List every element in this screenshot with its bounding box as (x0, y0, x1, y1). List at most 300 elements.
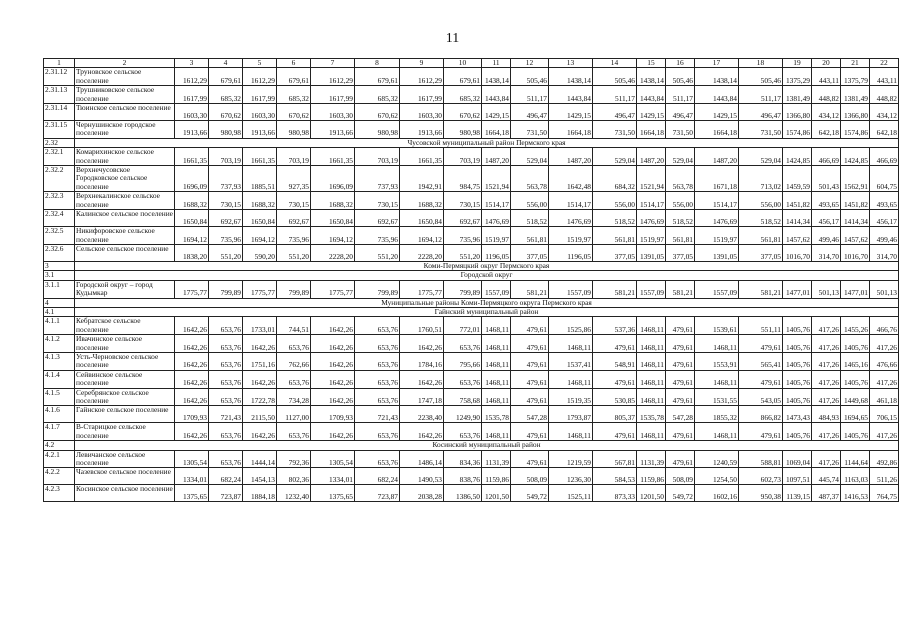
tariff-value: 1514,17 (549, 192, 593, 210)
tariff-value: 980,98 (209, 121, 243, 139)
tariff-value: 479,61 (511, 317, 549, 335)
column-number: 16 (666, 59, 695, 68)
tariff-value: 479,61 (666, 423, 695, 441)
tariff-value: 1913,66 (243, 121, 277, 139)
tariff-value: 1793,87 (549, 406, 593, 423)
tariff-value: 1553,91 (695, 352, 739, 370)
tariff-value: 1603,30 (400, 104, 444, 121)
tariff-value: 685,32 (444, 86, 482, 104)
tariff-value: 1519,97 (549, 227, 593, 245)
tariff-value: 735,96 (277, 227, 311, 245)
tariff-value: 1405,76 (783, 335, 812, 353)
tariff-value: 1603,30 (175, 104, 209, 121)
tariff-value: 511,17 (739, 86, 783, 104)
settlement-name: Сельское сельское поселение (75, 244, 175, 261)
tariff-value: 653,76 (209, 352, 243, 370)
tariff-value: 479,61 (666, 388, 695, 406)
tariff-value: 1477,01 (841, 280, 870, 298)
tariff-value: 1514,17 (637, 192, 666, 210)
tariff-value: 679,61 (277, 68, 311, 86)
tariff-value: 1751,16 (243, 352, 277, 370)
tariff-value: 1163,03 (841, 468, 870, 485)
tariff-value: 1694,12 (243, 227, 277, 245)
section-row (44, 307, 899, 316)
tariff-value: 1574,86 (783, 121, 812, 139)
tariff-value: 1486,14 (400, 450, 444, 468)
settlement-name: Гайнское сельское поселение (75, 406, 175, 423)
tariff-value: 1416,53 (841, 485, 870, 502)
row-code: 4.1.1 (44, 317, 75, 335)
tariff-value: 1391,05 (637, 244, 666, 261)
tariff-value: 496,47 (739, 104, 783, 121)
tariff-value: 1468,11 (637, 335, 666, 353)
tariff-value: 556,00 (511, 192, 549, 210)
row-code: 4.2.3 (44, 485, 75, 502)
tariff-value: 1375,65 (311, 485, 355, 502)
tariff-value: 1642,26 (175, 388, 209, 406)
tariff-value: 1424,85 (783, 148, 812, 166)
tariff-value: 1196,05 (482, 244, 511, 261)
settlement-name: Труновское сельское поселение (75, 68, 175, 86)
tariff-value: 492,86 (870, 450, 899, 468)
tariff-value: 735,96 (209, 227, 243, 245)
tariff-value: 479,61 (739, 335, 783, 353)
tariff-value: 556,00 (593, 192, 637, 210)
tariff-value: 1642,26 (175, 370, 209, 388)
column-number: 10 (444, 59, 482, 68)
tariff-value: 493,65 (870, 192, 899, 210)
tariff-value: 1747,18 (400, 388, 444, 406)
tariff-value: 1381,49 (841, 86, 870, 104)
tariff-value: 1913,66 (400, 121, 444, 139)
table-row (44, 244, 899, 261)
tariff-value: 1664,18 (637, 121, 666, 139)
tariff-value: 1642,26 (311, 388, 355, 406)
tariff-value: 602,73 (739, 468, 783, 485)
tariff-value: 417,26 (812, 317, 841, 335)
tariff-value: 529,04 (593, 148, 637, 166)
tariff-value: 2228,20 (400, 244, 444, 261)
tariff-value: 653,76 (209, 335, 243, 353)
tariff-value: 731,50 (739, 121, 783, 139)
tariff-value: 1642,26 (400, 370, 444, 388)
tariff-value: 679,61 (355, 68, 400, 86)
tariff-value: 511,17 (666, 86, 695, 104)
tariff-value: 2038,28 (400, 485, 444, 502)
tariff-value: 653,76 (209, 423, 243, 441)
tariff-value: 1473,43 (783, 406, 812, 423)
tariff-value: 799,89 (209, 280, 243, 298)
tariff-value: 1661,35 (400, 148, 444, 166)
tariff-value: 479,61 (511, 335, 549, 353)
tariff-value: 479,61 (666, 352, 695, 370)
tariff-value: 731,50 (593, 121, 637, 139)
tariff-value: 505,46 (511, 68, 549, 86)
tariff-value: 1617,99 (311, 86, 355, 104)
tariff-value: 1664,18 (482, 121, 511, 139)
tariff-value: 1514,17 (695, 192, 739, 210)
tariff-value: 1525,11 (549, 485, 593, 502)
tariff-value: 927,35 (277, 166, 311, 192)
tariff-value: 1476,69 (695, 210, 739, 227)
tariff-value: 466,76 (870, 317, 899, 335)
tariff-value: 1424,85 (841, 148, 870, 166)
tariff-value: 499,46 (812, 227, 841, 245)
tariff-value: 1487,20 (637, 148, 666, 166)
settlement-name: Верхнекалинское сельское поселение (75, 192, 175, 210)
settlement-name: В-Старицкое сельское поселение (75, 423, 175, 441)
tariff-value: 685,32 (209, 86, 243, 104)
tariff-value: 653,76 (355, 370, 400, 388)
tariff-value: 1443,84 (482, 86, 511, 104)
tariff-value: 1519,97 (637, 227, 666, 245)
tariff-value: 723,87 (209, 485, 243, 502)
row-code: 3.1.1 (44, 280, 75, 298)
column-number: 14 (593, 59, 637, 68)
tariff-value: 1612,29 (243, 68, 277, 86)
tariff-value: 417,26 (870, 335, 899, 353)
tariff-value: 1405,76 (783, 317, 812, 335)
table-row (44, 192, 899, 210)
table-body (44, 59, 899, 502)
tariff-value: 802,36 (277, 468, 311, 485)
tariff-value: 1468,11 (637, 352, 666, 370)
tariff-value: 792,36 (277, 450, 311, 468)
tariff-value: 670,62 (277, 104, 311, 121)
tariff-value: 1642,26 (175, 352, 209, 370)
tariff-value: 1661,35 (175, 148, 209, 166)
column-number: 3 (175, 59, 209, 68)
tariff-value: 1519,97 (482, 227, 511, 245)
tariff-value: 314,70 (812, 244, 841, 261)
tariff-value: 1196,05 (549, 244, 593, 261)
tariff-value: 1468,11 (482, 317, 511, 335)
tariff-value: 563,78 (666, 166, 695, 192)
tariff-value: 692,67 (277, 210, 311, 227)
tariff-value: 1468,11 (482, 335, 511, 353)
tariff-value: 377,05 (511, 244, 549, 261)
tariff-value: 590,20 (243, 244, 277, 261)
tariff-value: 1405,76 (783, 423, 812, 441)
tariff-value: 1722,78 (243, 388, 277, 406)
tariff-value: 1334,01 (175, 468, 209, 485)
tariff-value: 1468,11 (695, 335, 739, 353)
tariff-value: 682,24 (355, 468, 400, 485)
tariff-value: 1016,70 (841, 244, 870, 261)
tariff-value: 1159,86 (482, 468, 511, 485)
tariff-value: 653,76 (444, 335, 482, 353)
tariff-value: 1069,04 (783, 450, 812, 468)
row-code: 4.1.3 (44, 352, 75, 370)
tariff-value: 1468,11 (482, 388, 511, 406)
tariff-value: 1236,30 (549, 468, 593, 485)
tariff-value: 561,81 (666, 227, 695, 245)
section-row (44, 138, 899, 147)
tariff-value: 377,05 (593, 244, 637, 261)
tariff-value: 692,67 (209, 210, 243, 227)
tariff-value: 511,26 (870, 468, 899, 485)
tariff-value: 1602,16 (695, 485, 739, 502)
tariff-value: 466,69 (870, 148, 899, 166)
tariff-value: 1438,14 (695, 68, 739, 86)
row-code: 4.2.2 (44, 468, 75, 485)
tariff-value: 1097,51 (783, 468, 812, 485)
tariff-value: 417,26 (812, 423, 841, 441)
tariff-value: 834,36 (444, 450, 482, 468)
row-code: 4.1.6 (44, 406, 75, 423)
tariff-value: 2115,50 (243, 406, 277, 423)
tariff-value: 1468,11 (695, 423, 739, 441)
tariff-value: 1519,35 (549, 388, 593, 406)
tariff-value: 795,66 (444, 352, 482, 370)
tariff-value: 479,61 (666, 370, 695, 388)
tariff-value: 1375,79 (841, 68, 870, 86)
tariff-value: 731,50 (511, 121, 549, 139)
tariff-value: 2228,20 (311, 244, 355, 261)
tariff-value: 799,89 (277, 280, 311, 298)
column-number: 12 (511, 59, 549, 68)
tariff-value: 653,76 (444, 423, 482, 441)
section-code: 3.1 (44, 271, 75, 280)
settlement-name: Комарихинское сельское поселение (75, 148, 175, 166)
tariff-value: 703,19 (277, 148, 311, 166)
tariff-value: 730,15 (277, 192, 311, 210)
tariff-value: 734,28 (277, 388, 311, 406)
tariff-value: 1942,91 (400, 166, 444, 192)
tariff-value: 1405,76 (841, 335, 870, 353)
tariff-value: 1375,29 (783, 68, 812, 86)
tariff-value: 1254,50 (695, 468, 739, 485)
row-code: 2.31.15 (44, 121, 75, 139)
tariff-value: 479,61 (511, 450, 549, 468)
tariff-value: 1514,17 (482, 192, 511, 210)
section-row (44, 441, 899, 450)
tariff-value: 1201,50 (637, 485, 666, 502)
section-title: Муниципальные районы Коми-Пермяцкого округа Пермского края (75, 298, 899, 307)
tariff-value: 1775,77 (243, 280, 277, 298)
tariff-value: 1642,26 (175, 317, 209, 335)
tariff-value: 466,69 (812, 148, 841, 166)
tariff-table (43, 58, 899, 502)
tariff-value: 1405,76 (841, 370, 870, 388)
tariff-value: 1131,39 (482, 450, 511, 468)
tariff-value: 1694,12 (400, 227, 444, 245)
tariff-value: 588,81 (739, 450, 783, 468)
tariff-value: 1468,11 (482, 423, 511, 441)
column-number: 15 (637, 59, 666, 68)
tariff-value: 493,65 (812, 192, 841, 210)
tariff-value: 653,76 (355, 335, 400, 353)
tariff-value: 1884,18 (243, 485, 277, 502)
tariff-value: 1449,68 (841, 388, 870, 406)
tariff-value: 1240,59 (695, 450, 739, 468)
tariff-value: 1455,26 (841, 317, 870, 335)
row-code: 2.32.3 (44, 192, 75, 210)
section-row (44, 271, 899, 280)
tariff-value: 735,96 (355, 227, 400, 245)
tariff-value: 1760,51 (400, 317, 444, 335)
tariff-value: 1465,16 (841, 352, 870, 370)
tariff-value: 653,76 (209, 317, 243, 335)
column-number: 17 (695, 59, 739, 68)
row-code: 4.1.4 (44, 370, 75, 388)
tariff-value: 581,21 (593, 280, 637, 298)
tariff-value: 487,37 (812, 485, 841, 502)
tariff-value: 505,46 (666, 68, 695, 86)
tariff-value: 496,47 (666, 104, 695, 121)
row-code: 2.32.5 (44, 227, 75, 245)
tariff-value: 950,38 (739, 485, 783, 502)
settlement-name: Усть-Черновское сельское поселение (75, 352, 175, 370)
tariff-value: 549,72 (666, 485, 695, 502)
tariff-value: 1557,09 (695, 280, 739, 298)
tariff-value: 581,21 (666, 280, 695, 298)
tariff-value: 443,11 (812, 68, 841, 86)
tariff-value: 499,46 (870, 227, 899, 245)
tariff-value: 703,19 (355, 148, 400, 166)
tariff-value: 1405,76 (841, 423, 870, 441)
column-number: 20 (812, 59, 841, 68)
row-code: 2.31.13 (44, 86, 75, 104)
tariff-value: 703,19 (444, 148, 482, 166)
tariff-value: 448,82 (870, 86, 899, 104)
section-title: Чусовской муниципальный район Пермского края (75, 138, 899, 147)
tariff-value: 653,76 (209, 450, 243, 468)
tariff-value: 417,26 (812, 450, 841, 468)
tariff-value: 434,12 (870, 104, 899, 121)
tariff-value: 653,76 (355, 388, 400, 406)
settlement-name: Ивачинское сельское поселение (75, 335, 175, 353)
row-code: 2.32.6 (44, 244, 75, 261)
tariff-value: 511,17 (593, 86, 637, 104)
row-code: 2.31.12 (44, 68, 75, 86)
tariff-value: 1617,99 (243, 86, 277, 104)
tariff-value: 1159,86 (637, 468, 666, 485)
tariff-value: 1366,80 (783, 104, 812, 121)
column-number: 6 (277, 59, 311, 68)
section-row (44, 298, 899, 307)
table-row (44, 370, 899, 388)
tariff-value: 1562,91 (841, 166, 870, 192)
tariff-value: 479,61 (511, 388, 549, 406)
tariff-value: 1617,99 (175, 86, 209, 104)
tariff-value: 556,00 (666, 192, 695, 210)
tariff-value: 679,61 (444, 68, 482, 86)
tariff-value: 758,68 (444, 388, 482, 406)
tariff-value: 653,76 (355, 423, 400, 441)
tariff-value: 799,89 (444, 280, 482, 298)
tariff-value: 1391,05 (695, 244, 739, 261)
tariff-value: 1468,11 (549, 423, 593, 441)
tariff-value: 1642,26 (400, 335, 444, 353)
tariff-value: 479,61 (666, 317, 695, 335)
tariff-value: 1459,59 (783, 166, 812, 192)
tariff-value: 1405,76 (783, 352, 812, 370)
tariff-value: 581,21 (511, 280, 549, 298)
tariff-value: 529,04 (666, 148, 695, 166)
tariff-value: 1671,18 (695, 166, 739, 192)
tariff-value: 314,70 (870, 244, 899, 261)
settlement-name: Верхнечусовское Городковское сельское поселение (75, 166, 175, 192)
tariff-value: 653,76 (209, 388, 243, 406)
tariff-value: 501,13 (812, 280, 841, 298)
tariff-value: 1405,76 (783, 370, 812, 388)
table-row (44, 335, 899, 353)
tariff-value: 551,20 (355, 244, 400, 261)
tariff-value: 1535,78 (637, 406, 666, 423)
section-title: Коми-Пермяцкий округ Пермского края (75, 261, 899, 270)
tariff-value: 1249,90 (444, 406, 482, 423)
tariff-value: 1468,11 (482, 352, 511, 370)
tariff-value: 1476,69 (549, 210, 593, 227)
tariff-value: 764,75 (870, 485, 899, 502)
tariff-value: 456,17 (812, 210, 841, 227)
tariff-value: 1775,77 (311, 280, 355, 298)
tariff-value: 501,43 (812, 166, 841, 192)
tariff-value: 984,75 (444, 166, 482, 192)
tariff-value: 377,05 (739, 244, 783, 261)
tariff-value: 448,82 (812, 86, 841, 104)
tariff-value: 1468,11 (637, 370, 666, 388)
tariff-value: 1694,12 (311, 227, 355, 245)
tariff-value: 584,53 (593, 468, 637, 485)
tariff-value: 1642,26 (311, 352, 355, 370)
tariff-value: 479,61 (739, 423, 783, 441)
tariff-value: 1386,50 (444, 485, 482, 502)
row-code: 2.31.14 (44, 104, 75, 121)
tariff-value: 805,37 (593, 406, 637, 423)
table-row (44, 485, 899, 502)
tariff-value: 684,32 (593, 166, 637, 192)
settlement-name: Косинское сельское поселение (75, 485, 175, 502)
tariff-value: 443,11 (870, 68, 899, 86)
tariff-value: 479,61 (511, 352, 549, 370)
tariff-value: 1127,00 (277, 406, 311, 423)
column-number: 19 (783, 59, 812, 68)
tariff-value: 518,52 (511, 210, 549, 227)
tariff-value: 706,15 (870, 406, 899, 423)
settlement-name: Трушниковское сельское поселение (75, 86, 175, 104)
tariff-value: 1694,65 (841, 406, 870, 423)
tariff-value: 1476,69 (637, 210, 666, 227)
tariff-value: 1468,11 (637, 423, 666, 441)
tariff-value: 1443,84 (695, 86, 739, 104)
tariff-value: 1688,32 (311, 192, 355, 210)
tariff-value: 670,62 (209, 104, 243, 121)
tariff-value: 1443,84 (637, 86, 666, 104)
tariff-value: 417,26 (812, 388, 841, 406)
tariff-value: 744,51 (277, 317, 311, 335)
tariff-value: 1468,11 (482, 370, 511, 388)
tariff-value: 551,20 (209, 244, 243, 261)
tariff-value: 799,89 (355, 280, 400, 298)
tariff-value: 496,47 (511, 104, 549, 121)
tariff-value: 2238,40 (400, 406, 444, 423)
table-row (44, 166, 899, 192)
tariff-value: 581,21 (739, 280, 783, 298)
tariff-value: 1468,11 (695, 370, 739, 388)
tariff-value: 1490,53 (400, 468, 444, 485)
tariff-value: 866,82 (739, 406, 783, 423)
tariff-value: 721,43 (355, 406, 400, 423)
tariff-value: 1612,29 (400, 68, 444, 86)
tariff-value: 1476,69 (482, 210, 511, 227)
row-code: 2.32.1 (44, 148, 75, 166)
row-code: 4.2.1 (44, 450, 75, 468)
tariff-value: 1612,29 (311, 68, 355, 86)
tariff-value: 1913,66 (175, 121, 209, 139)
tariff-value: 1305,54 (311, 450, 355, 468)
